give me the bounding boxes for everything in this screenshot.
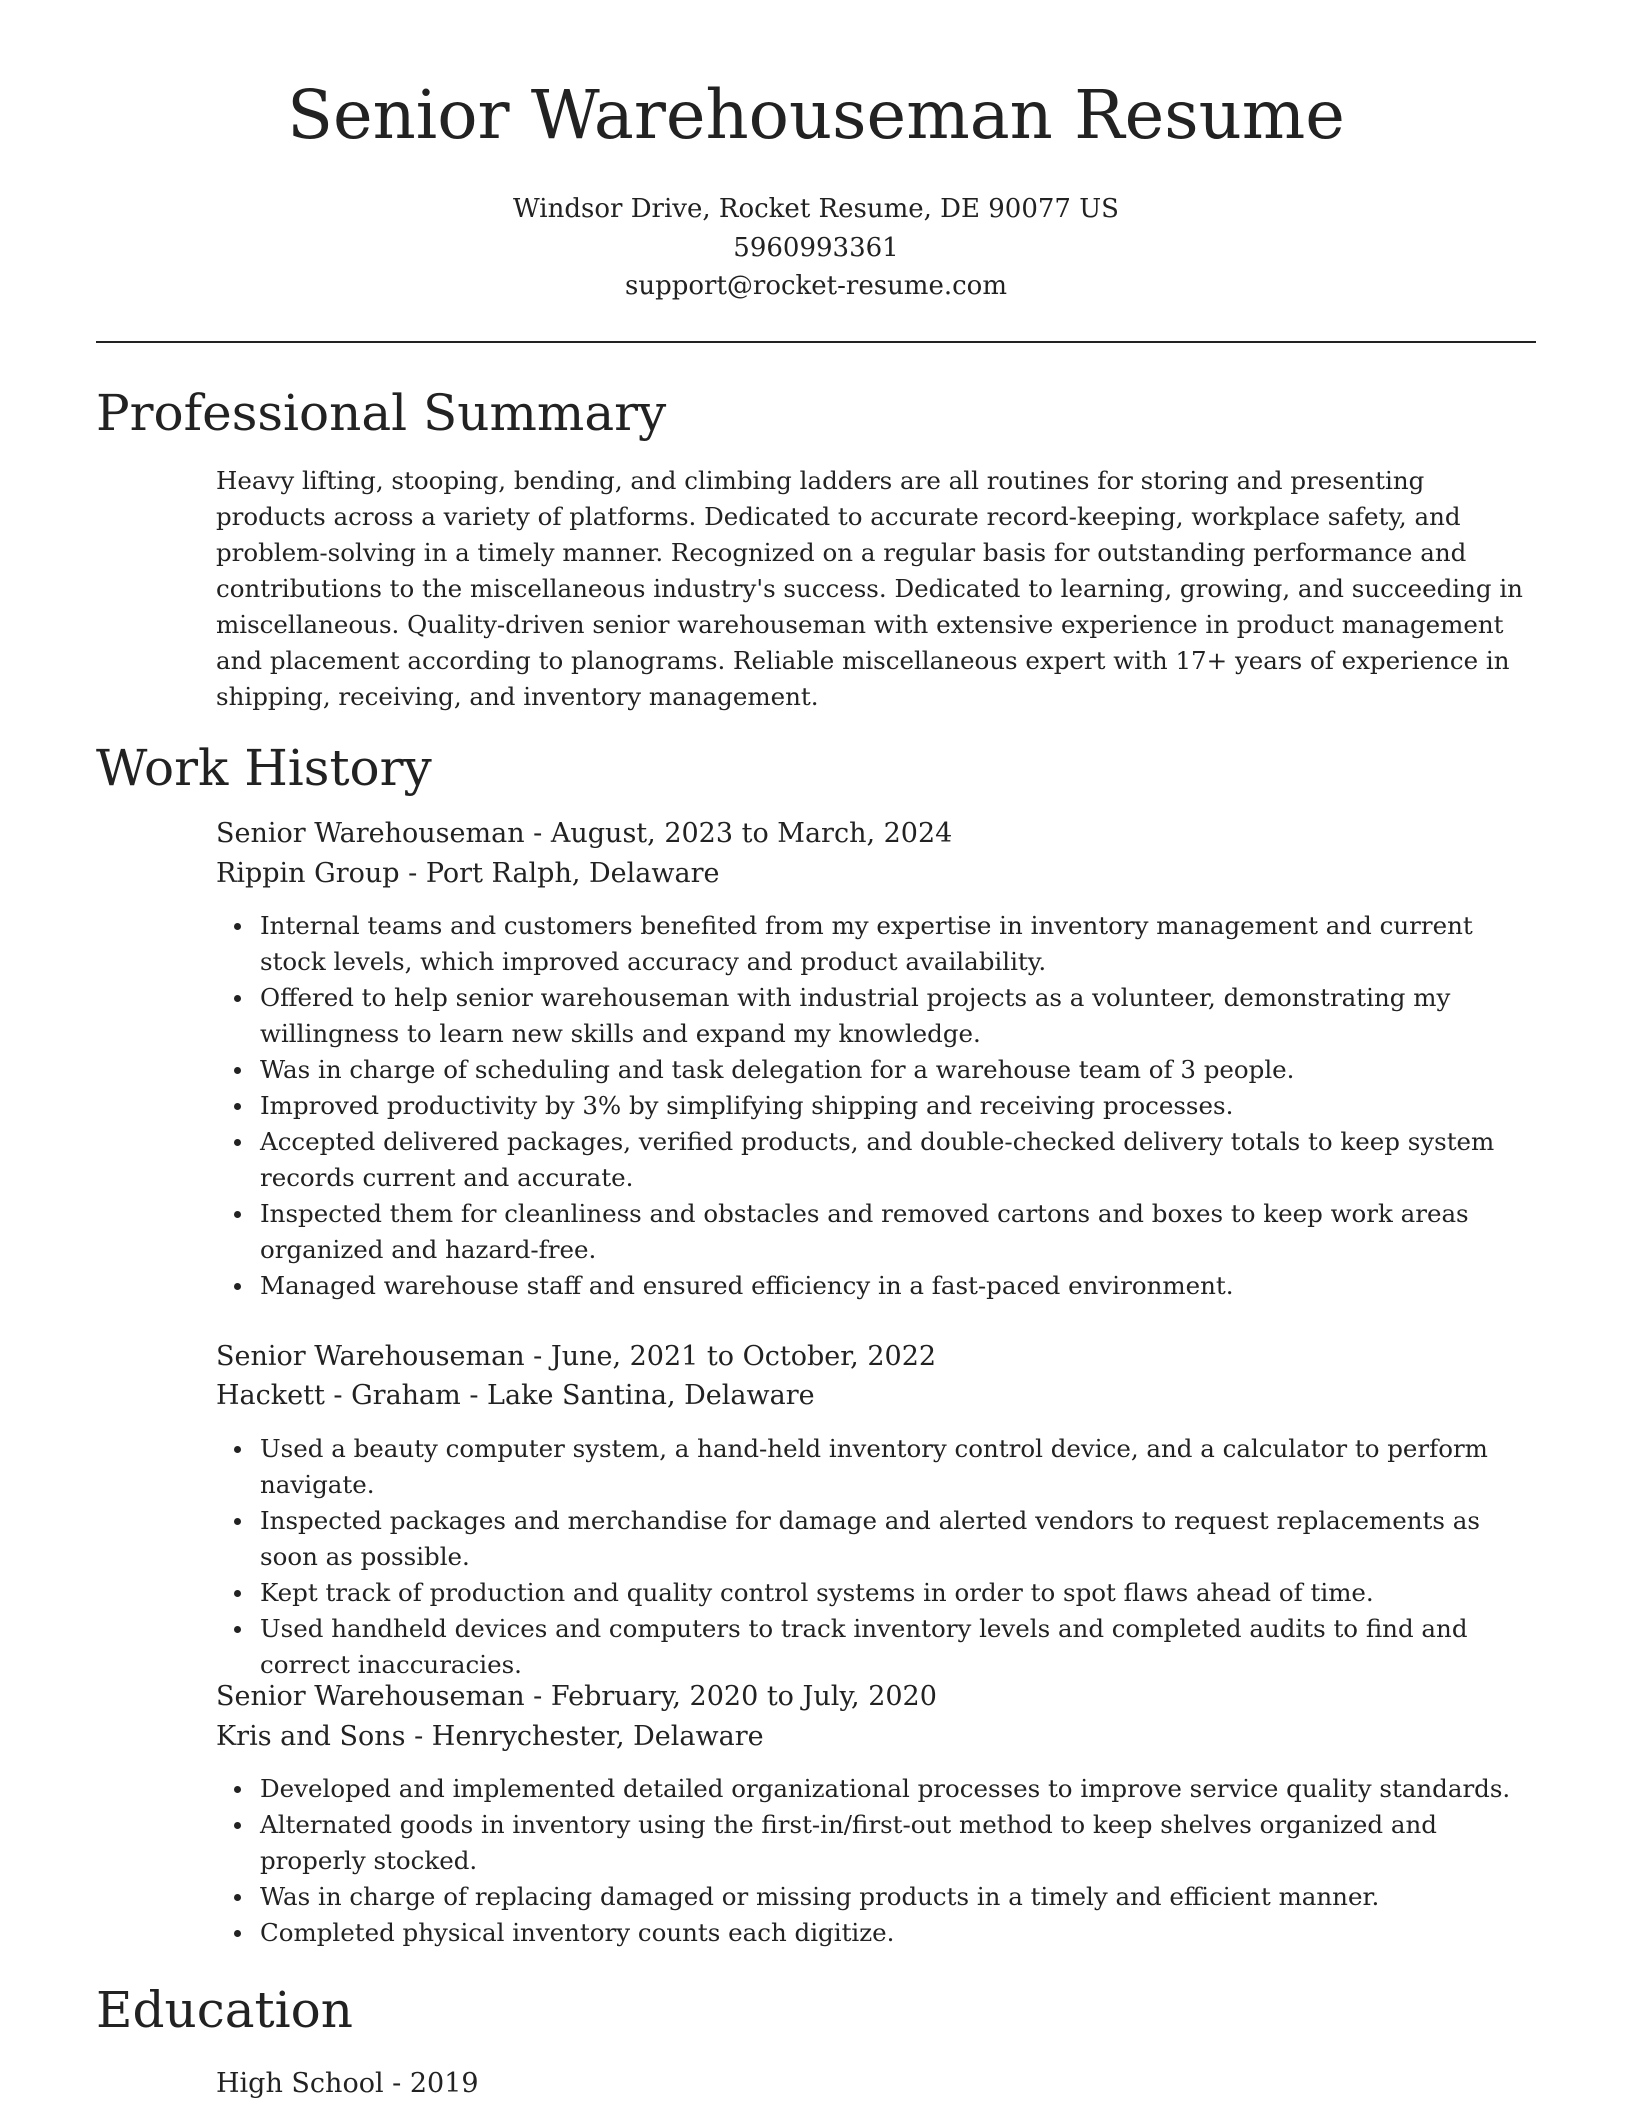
resume-title: Senior Warehouseman Resume [287, 76, 1345, 154]
contact-phone: 5960993361 [733, 233, 899, 263]
header-divider [96, 341, 1536, 343]
job-location: - Lake Santina, Delaware [460, 1380, 815, 1411]
summary-text: Heavy lifting, stooping, bending, and climbing ladders are all routines for storing and presenting products across a variety of platforms. Dedicated to accurate record-keeping, workplace safety, and problem-solving in a timely manner. Recognized on a regular basis for outstanding performance and contributions to the miscellaneous industry's success. Dedicated to learning, growing, and succeeding in miscellaneous. Quality-driven senior warehouseman with extensive experience in product management and placement according to planograms. Reliable miscellaneous expert with 17+ years of experience in shipping, receiving, and inventory management. [216, 466, 1523, 711]
education-year: - 2019 [383, 2068, 479, 2099]
job-company-line [216, 860, 719, 887]
job-bullet: Alternated goods in inventory using the first-in/first-out method to keep shelves organized and properly stocked. [216, 1807, 1536, 1879]
job-role: Senior Warehouseman [216, 818, 525, 849]
job-bullet: Used a beauty computer system, a hand-held inventory control device, and a calculator to perform navigate. [216, 1431, 1536, 1503]
job-bullet: Kept track of production and quality control systems in order to spot flaws ahead of time. [216, 1575, 1536, 1611]
job-bullets [216, 908, 1536, 1304]
job-location: - Henrychester, Delaware [405, 1721, 764, 1752]
job-title-line [216, 1343, 936, 1370]
contact-address: Windsor Drive, Rocket Resume, DE 90077 US [513, 194, 1119, 224]
job-dates: - February, 2020 to July, 2020 [524, 1681, 937, 1712]
section-title-work-history: Work History [96, 739, 432, 797]
job-bullet: Improved productivity by 3% by simplifying shipping and receiving processes. [216, 1088, 1536, 1124]
job-bullet: Inspected packages and merchandise for damage and alerted vendors to request replacements as soon as possible. [216, 1503, 1536, 1575]
job-company-line [216, 1382, 815, 1409]
job-bullet: Accepted delivered packages, verified products, and double-checked delivery totals to keep system records current and accurate. [216, 1124, 1536, 1196]
job-company-line [216, 1723, 764, 1750]
job-company: Hackett - Graham [216, 1380, 461, 1411]
job-dates: - June, 2021 to October, 2022 [524, 1341, 937, 1372]
job-bullet: Was in charge of replacing damaged or missing products in a timely and efficient manner. [216, 1879, 1536, 1915]
job-bullet: Developed and implemented detailed organizational processes to improve service quality standards. [216, 1771, 1536, 1807]
job-bullets [216, 1771, 1536, 1951]
section-title-summary: Professional Summary [96, 384, 667, 442]
section-title-education: Education [96, 1981, 353, 2039]
education-entry [216, 2070, 479, 2097]
job-bullet: Managed warehouse staff and ensured efficiency in a fast-paced environment. [216, 1268, 1536, 1304]
job-company: Kris and Sons [216, 1721, 406, 1752]
job-role: Senior Warehouseman [216, 1341, 525, 1372]
job-company: Rippin Group [216, 858, 400, 889]
job-bullet: Internal teams and customers benefited from my expertise in inventory management and current stock levels, which improved accuracy and product availability. [216, 908, 1536, 980]
job-role: Senior Warehouseman [216, 1681, 525, 1712]
job-bullet: Inspected them for cleanliness and obstacles and removed cartons and boxes to keep work areas organized and hazard-free. [216, 1196, 1536, 1268]
job-bullet: Completed physical inventory counts each digitize. [216, 1915, 1536, 1951]
job-bullets [216, 1431, 1536, 1683]
job-title-line [216, 820, 952, 847]
job-dates: - August, 2023 to March, 2024 [524, 818, 953, 849]
education-degree: High School [216, 2068, 384, 2099]
job-bullet: Was in charge of scheduling and task delegation for a warehouse team of 3 people. [216, 1052, 1536, 1088]
job-bullet: Used handheld devices and computers to track inventory levels and completed audits to find and correct inaccuracies. [216, 1611, 1536, 1683]
job-bullet: Offered to help senior warehouseman with industrial projects as a volunteer, demonstrating my willingness to learn new skills and expand my knowledge. [216, 980, 1536, 1052]
job-location: - Port Ralph, Delaware [399, 858, 720, 889]
job-title-line [216, 1683, 937, 1710]
contact-email: support@rocket-resume.com [624, 271, 1007, 301]
